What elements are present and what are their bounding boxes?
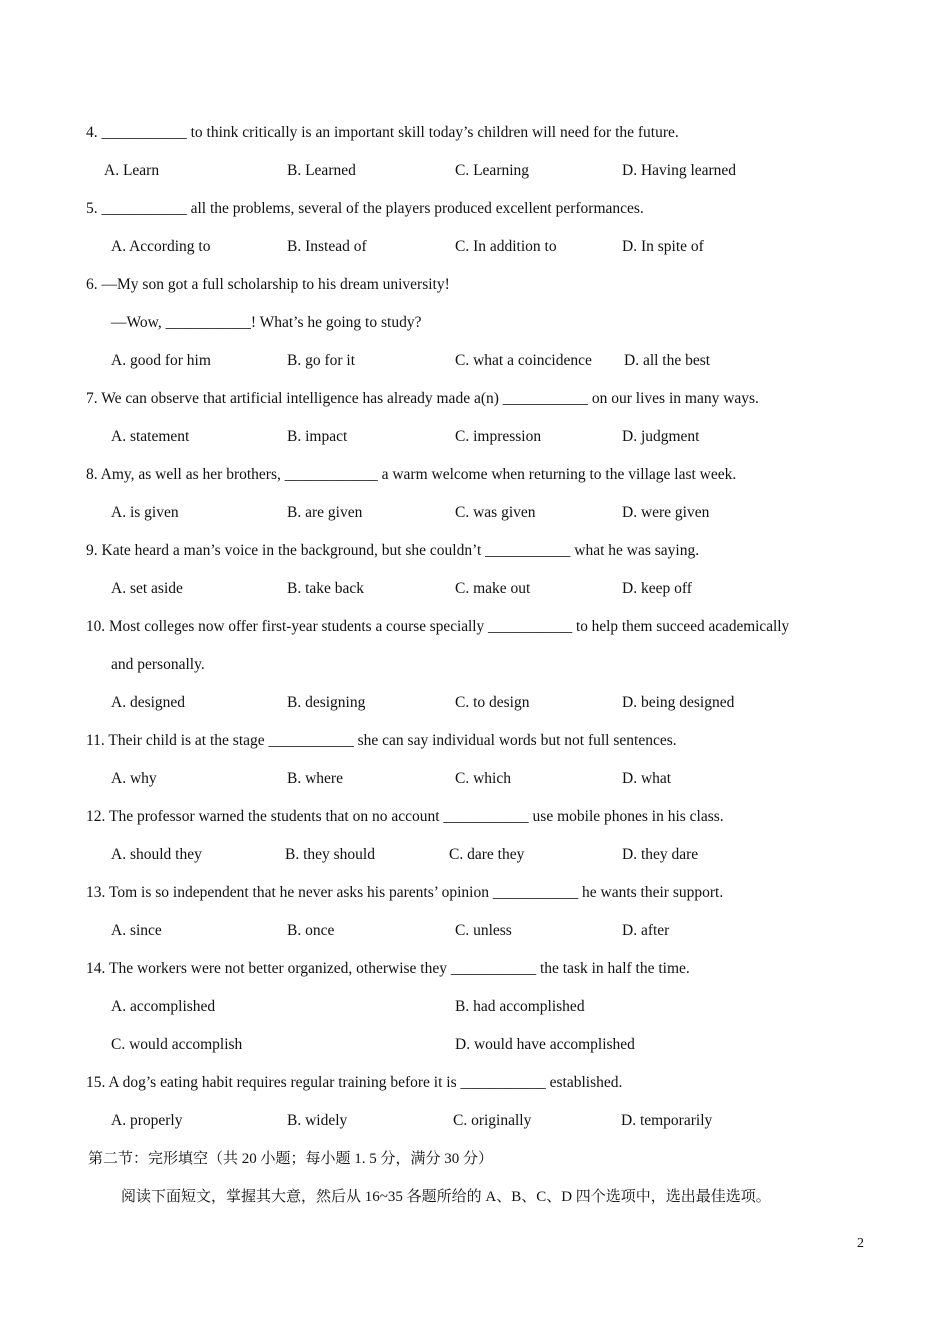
q4-option-b: B. Learned [287, 162, 356, 179]
q14-option-b: B. had accomplished [455, 998, 585, 1015]
q9-option-d: D. keep off [622, 580, 692, 597]
question-14-stem: 14. The workers were not better organized, otherwise they ___________ the task in half the time. [86, 960, 690, 977]
question-4-stem: 4. ___________ to think critically is an important skill today’s children will need for the future. [86, 124, 679, 141]
question-12-stem: 12. The professor warned the students that on no account ___________ use mobile phones in his class. [86, 808, 724, 825]
q10-option-b: B. designing [287, 694, 366, 711]
q12-option-b: B. they should [285, 846, 375, 863]
q13-option-a: A. since [111, 922, 162, 939]
q11-option-c: C. which [455, 770, 511, 787]
q15-option-d: D. temporarily [621, 1112, 713, 1129]
q12-option-d: D. they dare [622, 846, 699, 863]
q10-option-d: D. being designed [622, 694, 735, 711]
q9-option-a: A. set aside [111, 580, 183, 597]
q9-option-c: C. make out [455, 580, 531, 597]
q10-option-a: A. designed [111, 694, 186, 711]
q9-option-b: B. take back [287, 580, 365, 597]
q7-option-d: D. judgment [622, 428, 700, 445]
question-7-stem: 7. We can observe that artificial intelligence has already made a(n) ___________ on our lives in many ways. [86, 390, 759, 407]
q11-option-b: B. where [287, 770, 343, 787]
q7-option-b: B. impact [287, 428, 348, 445]
q6-option-a: A. good for him [111, 352, 211, 369]
q4-option-a: A. Learn [104, 162, 160, 179]
question-9-stem: 9. Kate heard a man’s voice in the background, but she couldn’t ___________ what he was saying. [86, 542, 700, 559]
q14-option-a: A. accomplished [111, 998, 216, 1015]
q7-option-c: C. impression [455, 428, 542, 445]
question-6-stem-reply: —Wow, ___________! What’s he going to study? [111, 314, 422, 331]
q8-option-a: A. is given [111, 504, 179, 521]
q12-option-a: A. should they [111, 846, 202, 863]
q4-option-d: D. Having learned [622, 162, 737, 179]
q15-option-a: A. properly [111, 1112, 183, 1129]
question-13-stem: 13. Tom is so independent that he never asks his parents’ opinion ___________ he wants their support. [86, 884, 724, 901]
q15-option-c: C. originally [453, 1112, 532, 1129]
question-6-stem: 6. —My son got a full scholarship to his dream university! [86, 276, 450, 293]
q5-option-a: A. According to [111, 238, 211, 255]
q5-option-b: B. Instead of [287, 238, 367, 255]
q13-option-c: C. unless [455, 922, 512, 939]
page-number: 2 [857, 1236, 864, 1251]
question-5-stem: 5. ___________ all the problems, several of the players produced excellent performances. [86, 200, 644, 217]
q5-option-c: C. In addition to [455, 238, 557, 255]
question-10-stem: 10. Most colleges now offer first-year students a course specially ___________ to help them succeed academically [86, 618, 790, 635]
q4-option-c: C. Learning [455, 162, 530, 179]
q11-option-a: A. why [111, 770, 157, 787]
q14-option-c: C. would accomplish [111, 1036, 243, 1053]
q13-option-b: B. once [287, 922, 335, 939]
q5-option-d: D. In spite of [622, 238, 704, 255]
q10-option-c: C. to design [455, 694, 530, 711]
q8-option-c: C. was given [455, 504, 536, 521]
q12-option-c: C. dare they [449, 846, 525, 863]
section-instruction: 阅读下面短文，掌握其大意，然后从 16~35 各题所给的 A、B、C、D 四个选项中，选出最佳选项。 [121, 1189, 771, 1205]
q13-option-d: D. after [622, 922, 670, 939]
q6-option-c: C. what a coincidence [455, 352, 592, 369]
q11-option-d: D. what [622, 770, 672, 787]
question-11-stem: 11. Their child is at the stage ___________ she can say individual words but not full sentences. [86, 732, 677, 749]
question-15-stem: 15. A dog’s eating habit requires regular training before it is ___________ established. [86, 1074, 623, 1091]
section-heading: 第二节：完形填空（共 20 小题；每小题 1. 5 分，满分 30 分） [88, 1151, 494, 1167]
q7-option-a: A. statement [111, 428, 190, 445]
question-10-stem-continued: and personally. [111, 656, 205, 673]
q15-option-b: B. widely [287, 1112, 348, 1129]
q6-option-d: D. all the best [624, 352, 711, 369]
q6-option-b: B. go for it [287, 352, 356, 369]
q8-option-d: D. were given [622, 504, 710, 521]
question-8-stem: 8. Amy, as well as her brothers, ____________ a warm welcome when returning to the village last week. [86, 466, 737, 483]
q14-option-d: D. would have accomplished [455, 1036, 635, 1053]
q8-option-b: B. are given [287, 504, 363, 521]
